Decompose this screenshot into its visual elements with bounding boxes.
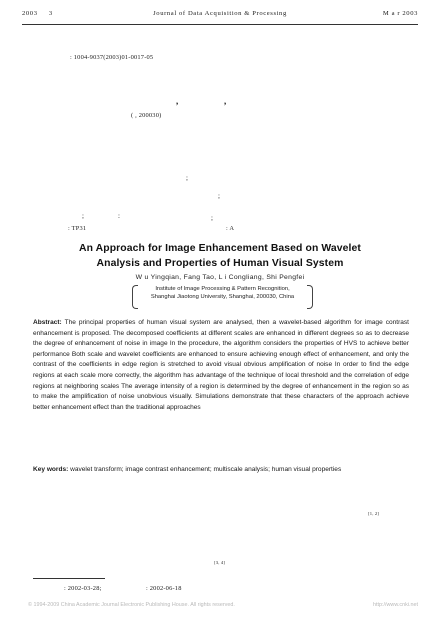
classification-number: : TP31 — [68, 225, 87, 232]
header-journal: Journal of Data Acquisition & Processing — [153, 10, 287, 17]
running-header — [22, 10, 418, 24]
keyword-cn-colon: : — [118, 212, 121, 220]
footnote-rule — [33, 578, 105, 579]
affil-bracket-close — [307, 285, 313, 309]
received-date: : 2002-03-28; — [64, 585, 102, 592]
citation-mark-1: [1, 2] — [368, 511, 380, 516]
abstract-cn-semicolon-2: ; — [218, 192, 221, 200]
english-abstract — [33, 318, 409, 413]
affiliation-line-1: Institute of Image Processing & Pattern Recognition, — [155, 286, 290, 292]
abstract-cn-semicolon-1: ; — [186, 174, 189, 182]
citation-mark-2: [3, 4] — [214, 560, 226, 565]
revised-date: : 2002-06-18 — [146, 585, 182, 592]
article-id: : 1004-9037(2003)01-0017-05 — [70, 54, 154, 61]
copyright-footer — [0, 600, 440, 614]
header-year: 2003 — [22, 10, 38, 17]
english-affiliation — [135, 285, 310, 301]
affil-cn-fragment: ( , 200030) — [131, 112, 162, 119]
abstract-label: Abstract: — [33, 319, 62, 326]
cnki-link[interactable]: http://www.cnki.net — [373, 602, 418, 608]
header-issue: 3 — [48, 10, 53, 17]
english-keywords — [33, 465, 409, 476]
affiliation-line-2: Shanghai Jiaotong University, Shanghai, 200030, China — [150, 294, 295, 301]
abstract-cn-semicolon-3: ; — [211, 214, 214, 222]
header-date: M a r 2003 — [382, 10, 418, 17]
header-rule — [22, 24, 418, 25]
keywords-text: wavelet transform; image contrast enhancement; multiscale analysis; human visual properties — [70, 466, 342, 473]
keywords-label: Key words: — [33, 466, 69, 473]
abstract-text: The principal properties of human visual system are analysed, then a wavelet-based algorithm for image contrast enhancement is proposed. The decomposed coefficients at different scales are enhanced in different degrees so as to decrease the degree of enhancement of noise in image In the procedure, the algorithm considers the properties of HVS to achieve better performance Both scale and wavelet coefficients are enhanced to ensure achieving enough effect of enhancement, and only the contrast of the coefficients in edge region is stretched to avoid visual obvious amplification of noise In order to find the edge regions at each scale more correctly, the algorithm has advantage of the technique of local threshold and the correlation of edge regions at neighboring scales The average intensity of a region is determined by the degree of enhancement in the region so as to make the amplification of noise unobvious visually. Simulations demonstrate that these characters of the approach achieve better enhancement effect than the traditional approaches — [33, 319, 409, 411]
document-code: : A — [226, 225, 235, 232]
title-comma-2: , — [224, 96, 227, 106]
english-title: An Approach for Image Enhancement Based on Wavelet Analysis and Properties of Human Visual System — [79, 243, 361, 269]
title-comma-1: , — [176, 96, 179, 106]
keyword-cn-semicolon: ; — [82, 212, 85, 220]
copyright-text: © 1994-2009 China Academic Journal Electronic Publishing House. All rights reserved. — [28, 602, 235, 608]
english-authors: W u Yingqian, Fang Tao, L i Congliang, Shi Pengfei — [135, 274, 305, 281]
affil-bracket-open — [132, 285, 138, 309]
